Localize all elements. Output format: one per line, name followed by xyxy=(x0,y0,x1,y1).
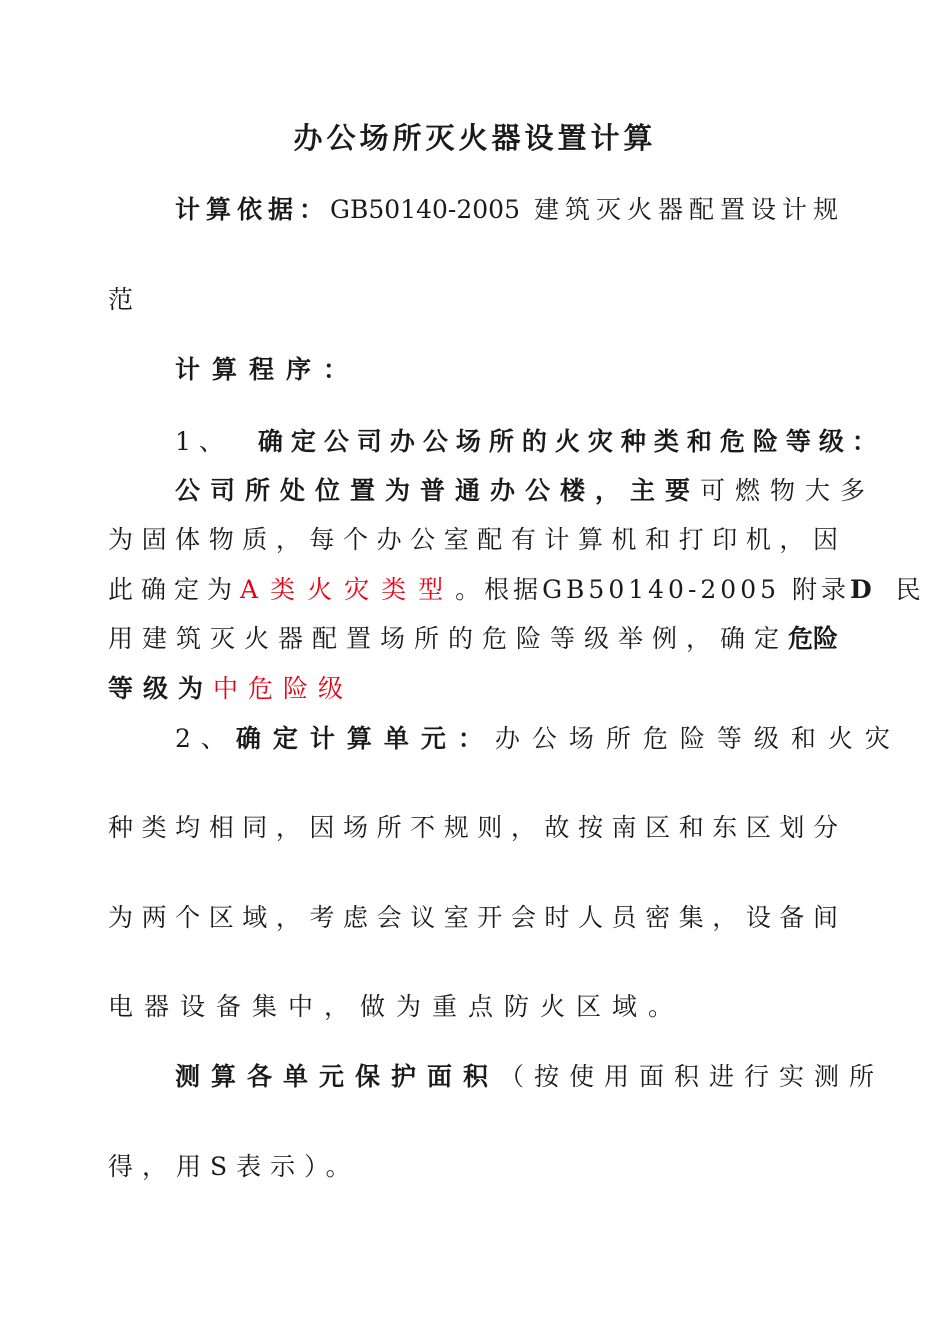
section-1-number: 1、 xyxy=(175,427,232,456)
section-1-heading xyxy=(175,425,885,459)
basis-line-cont: 范 xyxy=(108,285,144,314)
section-3-line-1: 测算各单元保护面积（按使用面积进行实测所 xyxy=(175,1062,885,1091)
basis-label: 计算依据： xyxy=(175,195,331,224)
fire-class: A类火灾类型 xyxy=(240,575,456,604)
para-1-line-5: 等级为中危险级 xyxy=(108,674,354,703)
basis-text: GB50140-2005 建筑灭火器配置设计规 xyxy=(330,195,838,224)
para-1-line-1: 公司所处位置为普通办公楼，主要可燃物大多 xyxy=(175,476,876,505)
section-1-title: 确定公司办公场所的火灾种类和危险等级： xyxy=(257,427,885,456)
document-title: 办公场所灭火器设置计算 xyxy=(293,121,657,155)
section-2-line-3: 为两个区域，考虑会议室开会时人员密集，设备间 xyxy=(108,903,838,932)
section-2-line-4: 电器设备集中，做为重点防火区域。 xyxy=(108,992,685,1021)
section-2-line-2: 种类均相同，因场所不规则，故按南区和东区划分 xyxy=(108,813,838,842)
hazard-level: 中危险级 xyxy=(213,674,354,703)
para-1-line-3: 此确定为A类火灾类型。根据GB50140-2005 附录D 民 xyxy=(108,575,929,604)
procedure-label: 计算程序： xyxy=(175,355,361,384)
section-3-title: 测算各单元保护面积 xyxy=(175,1062,500,1091)
section-2-title: 确定计算单元： xyxy=(235,724,495,753)
section-2-line-1: 2、确定计算单元：办公场所危险等级和火灾 xyxy=(175,724,902,753)
para-1-line-2: 为固体物质，每个办公室配有计算机和打印机，因 xyxy=(108,525,838,554)
para-1-line-4: 用建筑灭火器配置场所的危险等级举例，确定危险 xyxy=(108,624,839,653)
section-2-number: 2、 xyxy=(175,724,236,753)
section-3-line-2: 得，用S表示）。 xyxy=(108,1152,360,1181)
basis-line xyxy=(175,193,838,227)
